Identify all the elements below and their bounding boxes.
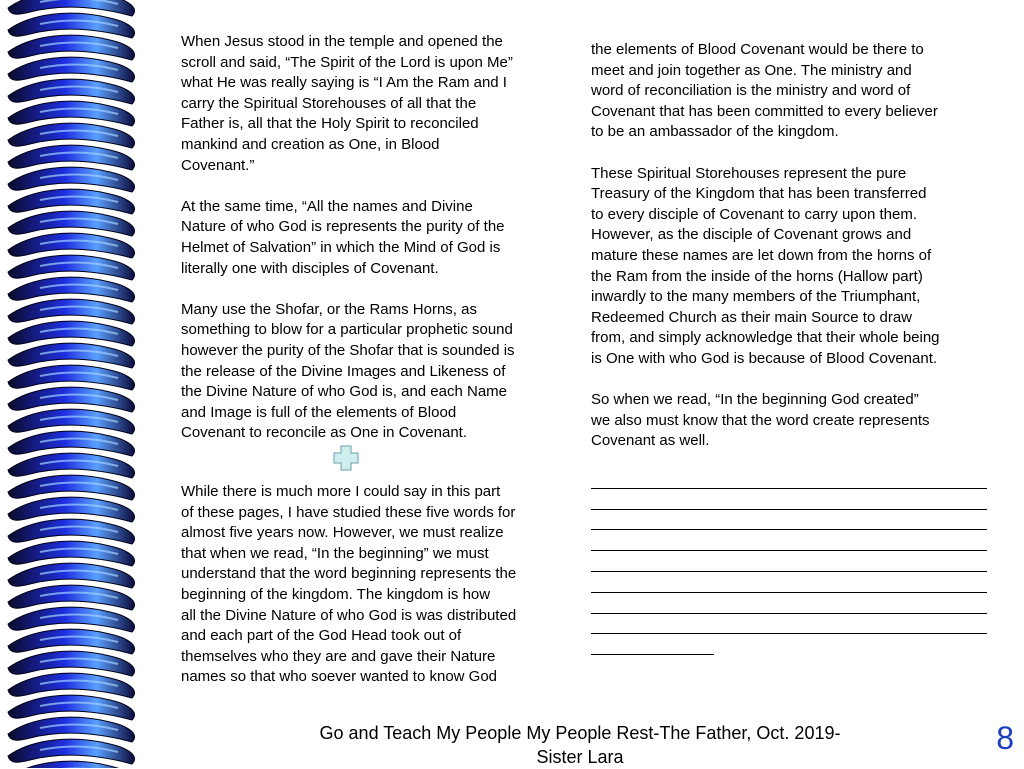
- paragraph-elements-of-covenant: the elements of Blood Covenant would be there to meet and join together as One. The ministry and word of reconciliation is the ministry and word of Covenant that has been committed to every believer to be an ambassador of the kingdom.: [591, 41, 938, 141]
- paragraph-in-the-beginning: So when we read, “In the beginning God created” we also must know that the word create represents Covenant as well.: [591, 391, 930, 450]
- note-line: [591, 633, 987, 634]
- footer-title-text: Go and Teach My People My People Rest-The Father, Oct. 2019- Sister Lara: [319, 723, 841, 767]
- left-column-lower: [181, 482, 571, 688]
- note-line: [591, 488, 987, 489]
- paragraph-five-words: While there is much more I could say in this part of these pages, I have studied these five words for almost five years now. However, we must realize that when we read, “In the beginning” we must understand that the word beginning represents the beginning of the kingdom. The kingdom is how all the Divine Nature of who God is was distributed and each part of the God Head took out of themselves who they are and gave their Nature names so that who soever wanted to know God: [181, 483, 517, 686]
- decorative-twisted-border: [0, 0, 150, 768]
- left-column: [181, 32, 571, 444]
- right-column: [591, 40, 996, 452]
- note-line: [591, 529, 987, 530]
- paragraph-temple-scroll: When Jesus stood in the temple and opened the scroll and said, “The Spirit of the Lord is upon Me” what He was really saying is “I Am the Ram and I carry the Spiritual Storehouses of all that the Father is, all that the Holy Spirit to reconciled mankind and creation as One, in Blood Covenant.”: [181, 33, 513, 174]
- paragraph-helmet-of-salvation: At the same time, “All the names and Divine Nature of who God is represents the purity of the Helmet of Salvation” in which the Mind of God is literally one with disciples of Covenant.: [181, 197, 505, 277]
- cross-icon: [333, 445, 359, 471]
- note-line-short: [591, 654, 714, 655]
- footer-title: [270, 721, 890, 769]
- note-line: [591, 509, 987, 510]
- note-line: [591, 550, 987, 551]
- paragraph-spiritual-storehouses: These Spiritual Storehouses represent the pure Treasury of the Kingdom that has been transferred to every disciple of Covenant to carry upon them. However, as the disciple of Covenant grows and mature these names are let down from the horns of the Ram from the inside of the horns (Hallow part) inwardly to the many members of the Triumphant, Redeemed Church as their main Source to draw from, and simply acknowledge that their whole being is One with who God is because of Blood Covenant.: [591, 164, 940, 367]
- note-lines: [591, 468, 987, 655]
- note-line: [591, 613, 987, 614]
- note-line: [591, 571, 987, 572]
- note-line: [591, 592, 987, 593]
- paragraph-shofar: Many use the Shofar, or the Rams Horns, as something to blow for a particular prophetic sound however the purity of the Shofar that is sounded is the release of the Divine Images and Likeness of the Divine Nature of who God is, and each Name and Image is full of the elements of Blood Covenant to reconcile as One in Covenant.: [181, 300, 515, 442]
- page-number: 8: [996, 720, 1014, 756]
